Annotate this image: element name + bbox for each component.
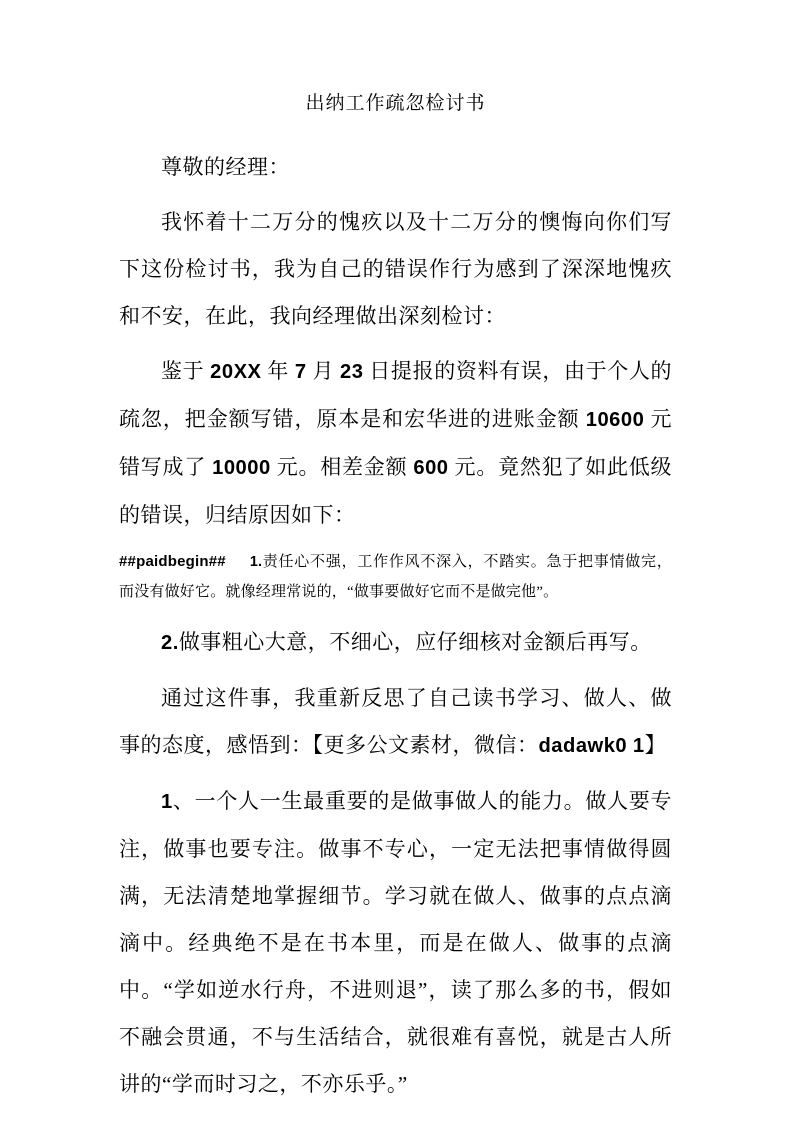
paid-note-text: 1.责任心不强，工作作风不深入，不踏实。急于把事情做完，而没有做好它。就像经理常说的，“做事要做好它而不是做完他”。 (119, 554, 672, 600)
paragraph-reflection: 通过这件事，我重新反思了自己读书学习、做人、做事的态度，感悟到：【更多公文素材，微信：dadawk0 1】 (119, 686, 672, 757)
paragraph-lesson-1: 1、一个人一生最重要的是做事做人的能力。做人要专注，做事也要专注。做事不专心，一定无法把事情做得圆满，无法清楚地掌握细节。学习就在做人、做事的点点滴滴中。经典绝不是在书本里，而是在做人、做事的点滴中。“学如逆水行舟，不进则退”，读了那么多的书，假如不融会贯通，不与生活结合，就很难有喜悦，就是古人所讲的“学而时习之，不亦乐乎。” (119, 789, 672, 1096)
paragraph-paid-note (119, 547, 672, 607)
document-title: 出纳工作疏忽检讨书 (305, 93, 486, 114)
salutation: 尊敬的经理： (161, 155, 290, 179)
paragraph-reason-2: 2.做事粗心大意，不细心，应仔细核对金额后再写。 (161, 630, 652, 654)
paragraph-error-details: 鉴于 20XX 年 7 月 23 日提报的资料有误，由于个人的疏忽，把金额写错，原本是和宏华进的进账金额 10600 元错写成了 10000 元。相差金额 600 元。竟然犯了如此低级的错误，归结原因如下： (119, 359, 673, 527)
paragraph-intro: 我怀着十二万分的愧疚以及十二万分的懊悔向你们写下这份检讨书，我为自己的错误作行为感到了深深地愧疚和不安，在此，我向经理做出深刻检讨： (119, 210, 672, 328)
paid-begin-marker: ##paidbegin## (119, 553, 226, 570)
